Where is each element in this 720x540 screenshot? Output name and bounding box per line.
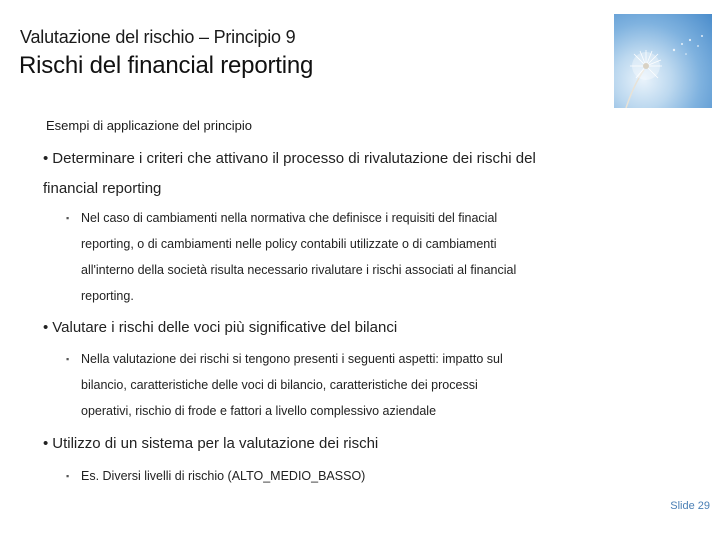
sub-bullet-item: [66, 205, 586, 309]
sub-bullet-line: ▪ Nella valutazione dei rischi si tengono presenti i seguenti aspetti: impatto sul: [66, 346, 586, 372]
bullet-item: [43, 144, 603, 204]
slide-number: Slide 29: [670, 500, 710, 512]
sub-bullet-marker: ▪: [66, 213, 70, 223]
section-subheading: Esempi di applicazione del principio: [46, 118, 252, 133]
sub-bullet-line: ▪ Es. Diversi livelli di rischio (ALTO_MEDIO_BASSO): [66, 463, 586, 489]
bullet-marker: •: [43, 319, 49, 336]
dandelion-icon: [614, 14, 712, 108]
bullet-line: • Valutare i rischi delle voci più significative del bilanci: [43, 319, 398, 336]
slide-title: Rischi del financial reporting: [19, 52, 314, 79]
sub-bullet-marker: ▪: [66, 354, 70, 364]
bullet-line: financial reporting: [43, 180, 162, 197]
bullet-line: • Utilizzo di un sistema per la valutazione dei rischi: [43, 435, 379, 452]
sub-bullet-line: all'interno della società risulta necessario rivalutare i rischi associati al financial: [81, 263, 517, 277]
slide-supertitle: Valutazione del rischio – Principio 9: [20, 27, 296, 47]
bullet-marker: •: [43, 435, 49, 452]
sub-bullet-item: [66, 463, 586, 489]
bullet-line: • Determinare i criteri che attivano il processo di rivalutazione dei rischi del: [43, 150, 536, 167]
sub-bullet-marker: ▪: [66, 471, 70, 481]
sub-bullet-line: reporting.: [81, 289, 134, 303]
bullet-item: [43, 429, 603, 459]
bullet-item: [43, 313, 603, 343]
sub-bullet-item: [66, 346, 586, 424]
sub-bullet-line: reporting, o di cambiamenti nelle policy contabili utilizzate o di cambiamenti: [81, 237, 497, 251]
dandelion-photo: [614, 14, 712, 108]
sub-bullet-line: bilancio, caratteristiche delle voci di bilancio, caratteristiche dei processi: [81, 378, 478, 392]
sub-bullet-line: operativi, rischio di frode e fattori a livello complessivo aziendale: [81, 404, 437, 418]
sub-bullet-line: ▪ Nel caso di cambiamenti nella normativa che definisce i requisiti del finacial: [66, 205, 586, 231]
bullet-marker: •: [43, 150, 49, 167]
